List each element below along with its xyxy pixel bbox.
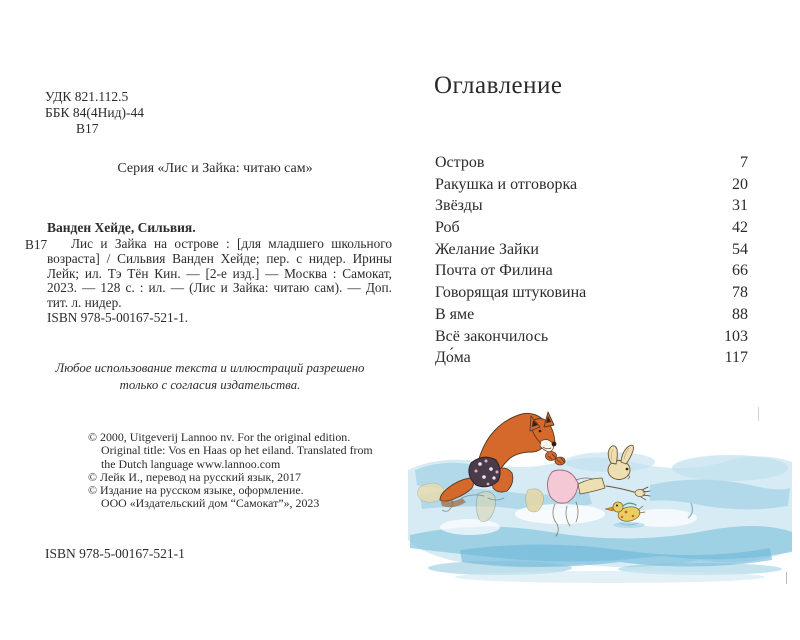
toc-entry [435, 304, 748, 326]
catalog-entry-isbn: ISBN 978-5-00167-521-1. [47, 309, 189, 325]
copyright-line: © 2000, Uitgeverij Lannoo nv. For the original edition. [88, 430, 351, 444]
catalog-entry-code: В17 [25, 237, 48, 252]
toc-entry [435, 347, 748, 369]
toc-entry [435, 174, 748, 196]
toc-entry-label: Ракушка и отговорка [435, 175, 578, 193]
toc-entry [435, 239, 748, 261]
toc-entry-page: 7 [740, 154, 748, 171]
isbn-footer: ISBN 978-5-00167-521-1 [45, 546, 185, 561]
toc-entry-label: До́ма [435, 349, 471, 367]
toc-entry-label: Остров [435, 154, 485, 171]
toc-entry-label: Почта от Филина [435, 262, 553, 280]
series-line: Серия «Лис и Зайка: читаю сам» [117, 161, 313, 176]
classification-block [45, 89, 144, 137]
toc-entry-page: 20 [732, 175, 748, 193]
catalog-entry-text: Лис и Зайка на острове : [для младшего школьного возраста] / Сильвия Ванден Хейде; пер. с нидер. Ирины Лейк; ил. Тэ Тён Кин. — [2-е изд.] — Москва : Самокат, 2023. — 128 с. : ил. — (Лис и Зайка: читаю сам). — Доп. тит. л. нидер. [47, 236, 392, 311]
toc-entry [435, 282, 748, 304]
permission-line: Любое использование текста и иллюстраций разрешено [55, 361, 365, 375]
permission-line: только с согласия издательства. [119, 377, 301, 392]
copyright-line: © Лейк И., перевод на русский язык, 2017 [88, 469, 301, 484]
catalog-entry [47, 237, 392, 326]
page-title: Оглавление [434, 72, 563, 99]
bbk-code-line: В17 [76, 121, 99, 136]
toc-entry-label: Звёзды [435, 197, 483, 215]
copyright-line: Original title: Vos en Haas op het eiland. Translated from [101, 443, 373, 458]
udk-line: УДК 821.112.5 [45, 89, 129, 104]
toc-entry [435, 260, 748, 282]
toc-entry [435, 326, 748, 348]
toc-entry-label: Желание Зайки [435, 240, 539, 258]
scan-artifact [758, 407, 759, 421]
copyright-line: © Издание на русском языке, оформление. [88, 483, 304, 498]
toc-entry-page: 117 [724, 349, 748, 367]
toc-entry-label: Всё закончилось [435, 327, 549, 345]
scan-artifact [786, 572, 787, 584]
toc-entry-page: 31 [732, 197, 748, 215]
author-heading: Ванден Хейде, Сильвия. [47, 220, 196, 235]
table-of-contents [435, 152, 748, 369]
copyright-line: ООО «Издательский дом “Самокат”», 2023 [101, 496, 320, 511]
toc-entry-page: 42 [732, 219, 748, 237]
toc-entry-page: 88 [732, 305, 748, 323]
toc-entry-page: 78 [732, 284, 748, 302]
toc-entry-page: 54 [732, 240, 748, 258]
bbk-line: ББК 84(4Нид)-44 [45, 105, 144, 120]
toc-entry-label: Говорящая штуковина [435, 284, 587, 302]
permission-notice [30, 360, 390, 393]
toc-entry-page: 103 [724, 327, 748, 345]
copyright-line: the Dutch language www.lannoo.com [101, 456, 281, 471]
toc-entry [435, 152, 748, 174]
toc-entry-label: Роб [435, 219, 460, 237]
fox-rabbit-swimming-scene [400, 400, 800, 600]
water-wash [408, 452, 792, 583]
toc-entry [435, 217, 748, 239]
toc-entry-page: 66 [732, 262, 748, 280]
watercolor-illustration [400, 400, 800, 600]
toc-entry-label: В яме [435, 305, 475, 323]
toc-entry [435, 195, 748, 217]
copyright-block [88, 431, 373, 511]
